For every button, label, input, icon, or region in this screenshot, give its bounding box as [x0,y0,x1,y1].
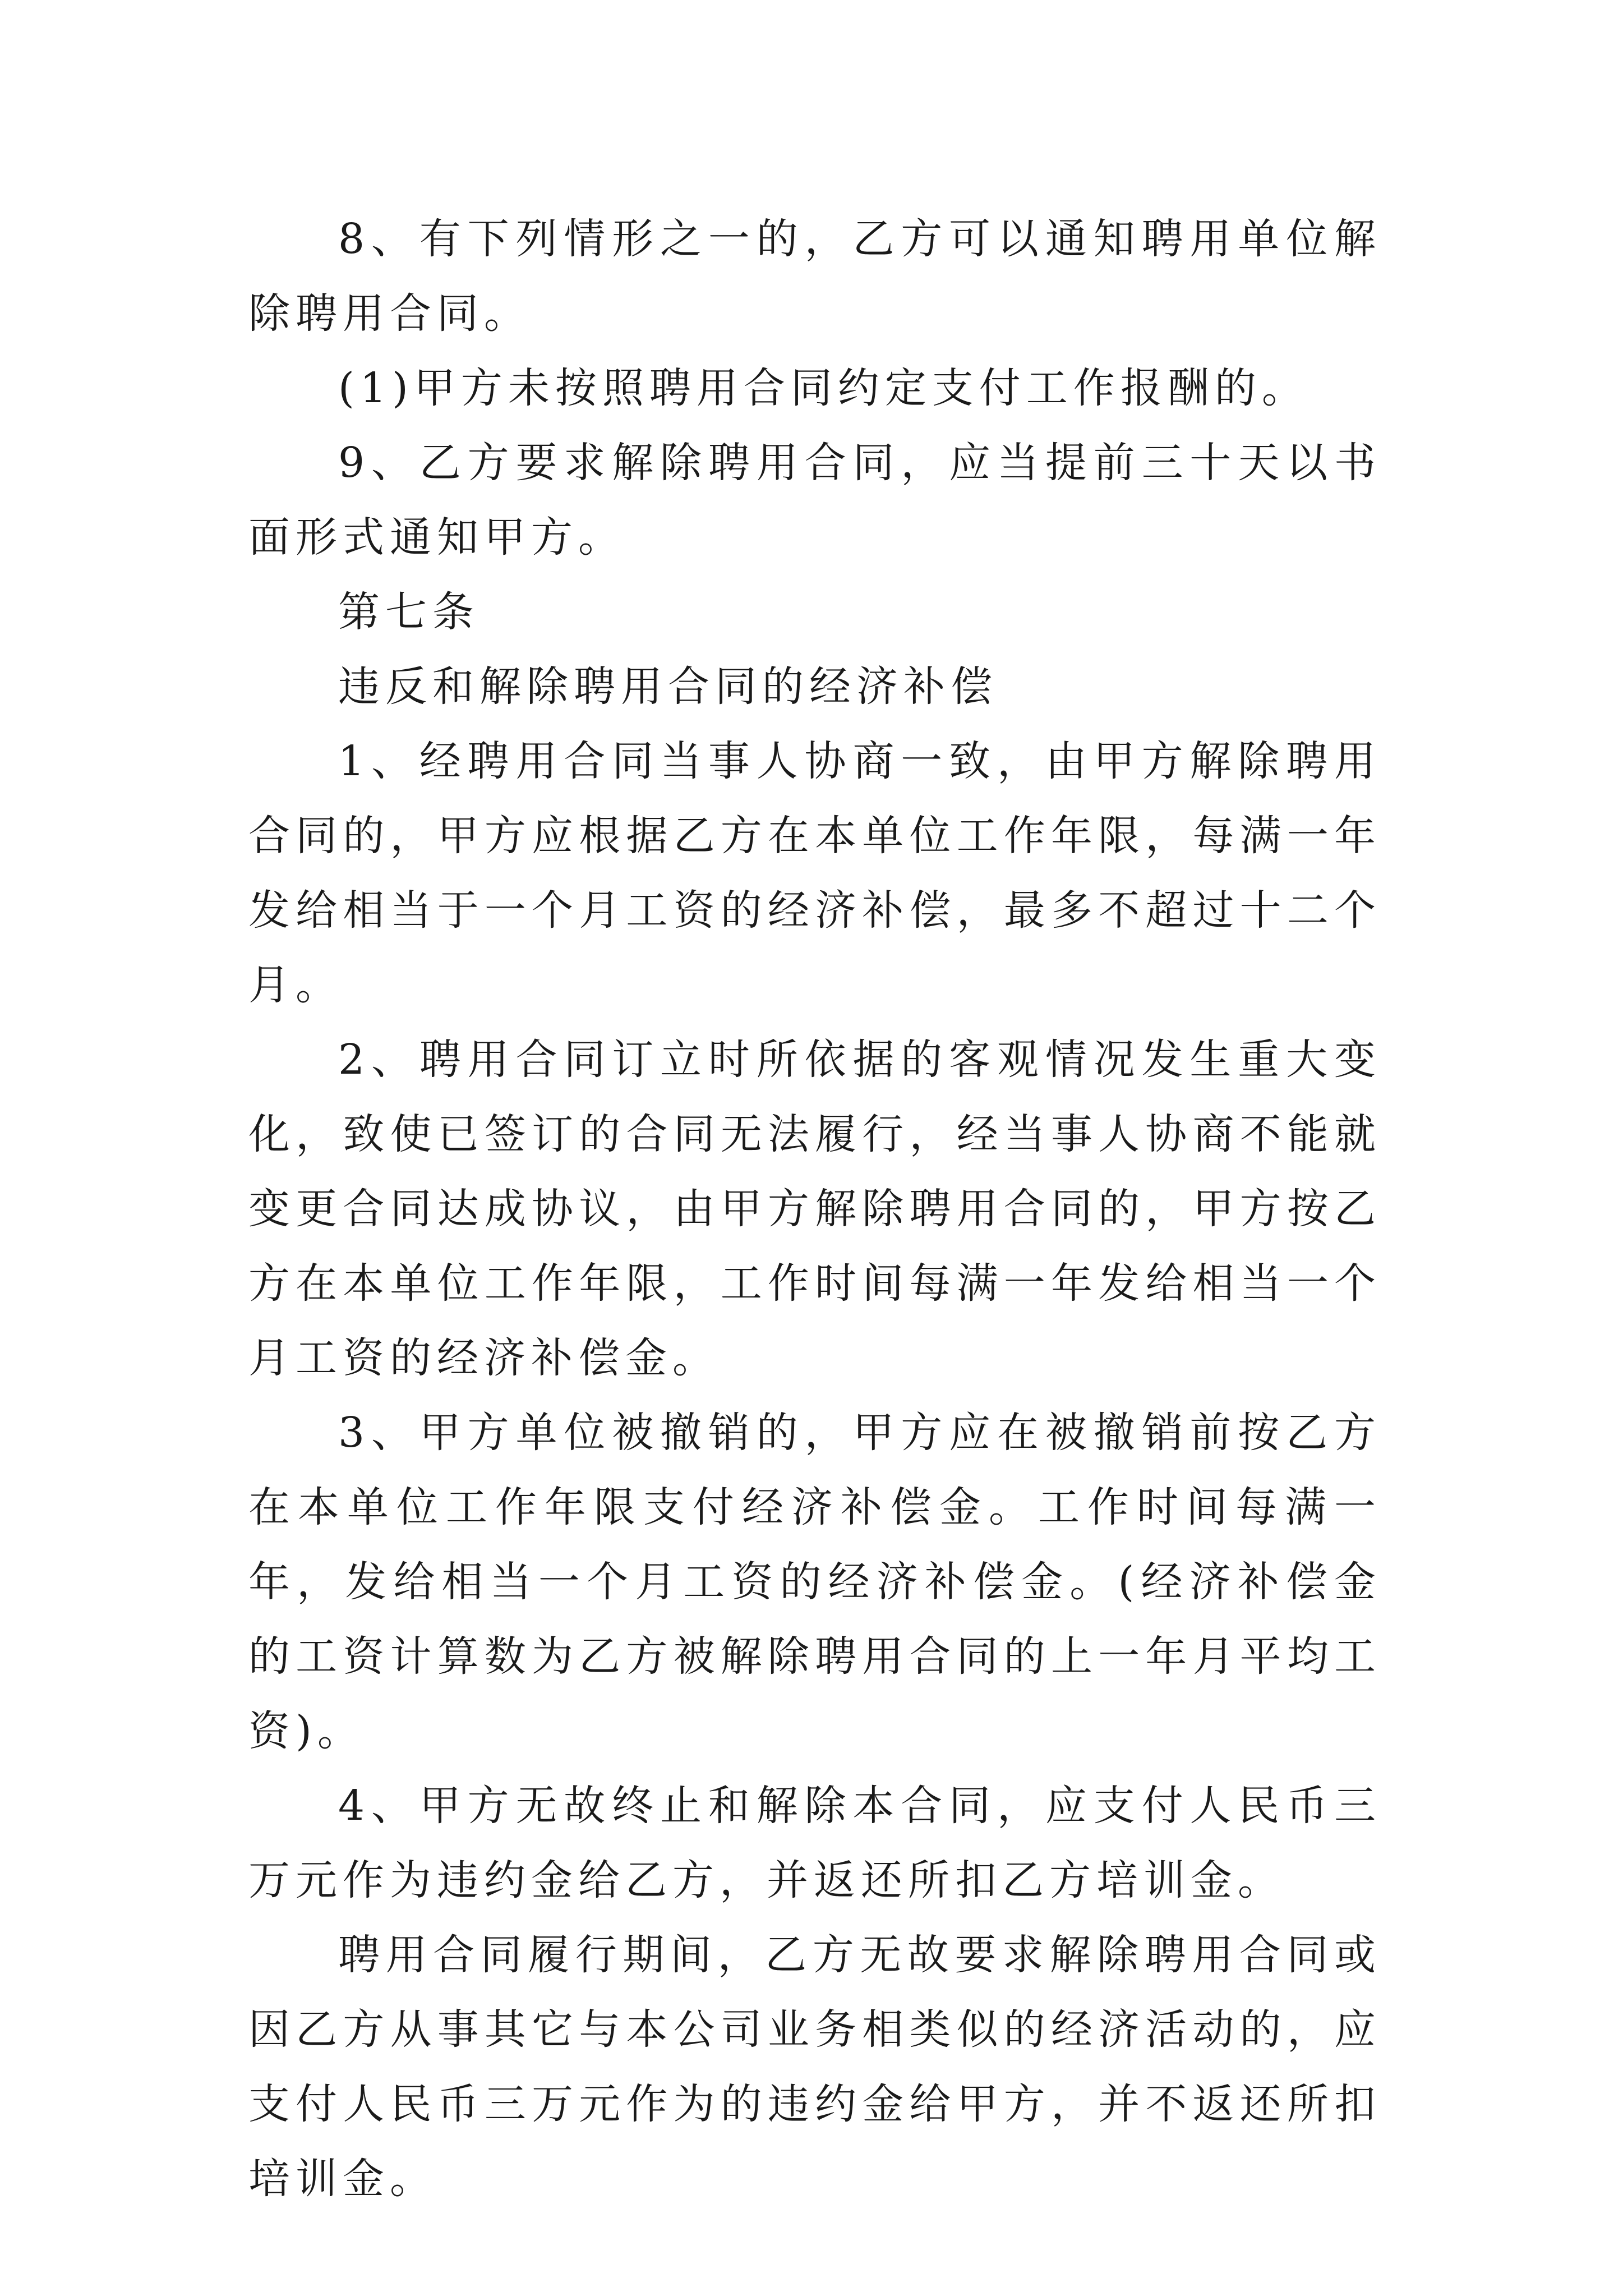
paragraph-clause-8: 8、有下列情形之一的，乙方可以通知聘用单位解除聘用合同。 [248,215,1381,338]
paragraph-breach-penalty: 聘用合同履行期间，乙方无故要求解除聘用合同或因乙方从事其它与本公司业务相类似的经济活动的，应支付人民币三万元作为的违约金给甲方，并不返还所扣培训金。 [248,1931,1381,2203]
article-title: 违反和解除聘用合同的经济补偿 [338,662,998,711]
paragraph-compensation-3: 3、甲方单位被撤销的，甲方应在被撤销前按乙方在本单位工作年限支付经济补偿金。工作时间每满一年，发给相当一个月工资的经济补偿金。(经济补偿金的工资计算数为乙方被解除聘用合同的上一年月平均工资)。 [248,1409,1381,1755]
paragraph-clause-8-item-1: (1)甲方未按照聘用合同约定支付工作报酬的。 [338,364,1309,412]
paragraph-compensation-2: 2、聘用合同订立时所依据的客观情况发生重大变化，致使已签订的合同无法履行，经当事人协商不能就变更合同达成协议，由甲方解除聘用合同的，甲方按乙方在本单位工作年限，工作时间每满一年发给相当一个月工资的经济补偿金。 [248,1036,1381,1382]
paragraph-compensation-1: 1、经聘用合同当事人协商一致，由甲方解除聘用合同的，甲方应根据乙方在本单位工作年限，每满一年发给相当于一个月工资的经济补偿，最多不超过十二个月。 [248,737,1381,1009]
article-heading: 第七条 [338,588,479,636]
document-body [248,202,1381,2216]
paragraph-clause-9: 9、乙方要求解除聘用合同，应当提前三十天以书面形式通知甲方。 [248,439,1381,562]
paragraph-compensation-4: 4、甲方无故终止和解除本合同，应支付人民币三万元作为违约金给乙方，并返还所扣乙方培训金。 [248,1782,1381,1904]
